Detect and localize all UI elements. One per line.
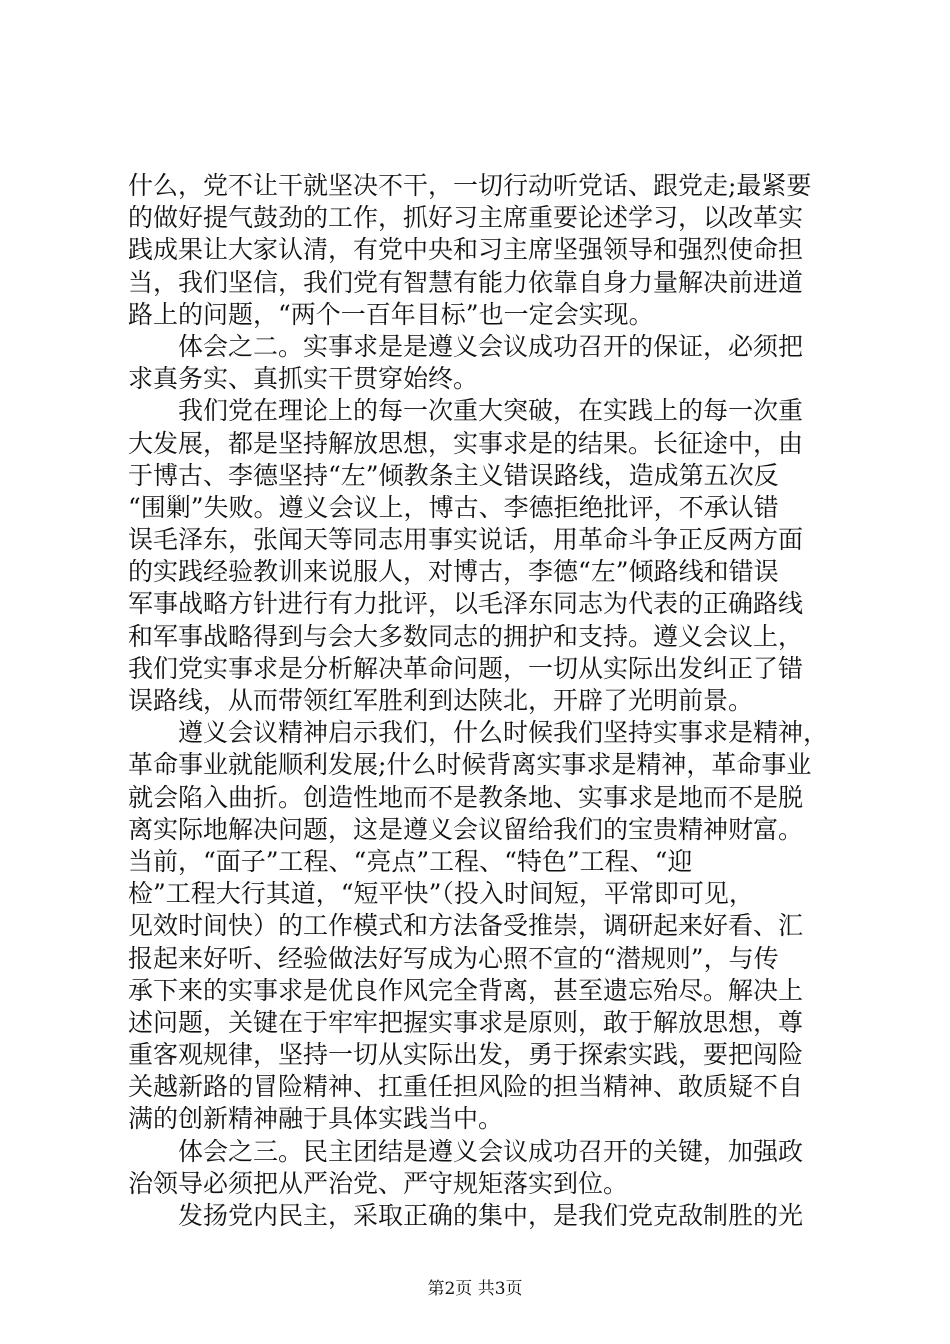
text-line: 军事战略方针进行有力批评，以毛泽东同志为代表的正确路线 [128, 589, 804, 619]
text-line: 我们党实事求是分析解决革命问题，一切从实际出发纠正了错 [128, 653, 804, 683]
text-line: 大发展，都是坚持解放思想，实事求是的结果。长征途中，由 [128, 428, 804, 458]
text-line: 重客观规律，坚持一切从实际出发，勇于探索实践，要把闯险 [128, 1040, 804, 1070]
text-line: 的实践经验教训来说服人，对博古，李德“左”倾路线和错误 [128, 557, 779, 587]
text-line: 就会陷入曲折。创造性地而不是教条地、实事求是地而不是脱 [128, 782, 804, 812]
text-line: 和军事战略得到与会大多数同志的拥护和支持。遵义会议上， [128, 621, 804, 651]
body-text [128, 170, 848, 1232]
text-line: 发扬党内民主，采取正确的集中，是我们党克敌制胜的光 [128, 1201, 804, 1230]
text-line: 满的创新精神融于具体实践当中。 [128, 1104, 504, 1134]
text-line: 检”工程大行其道，“短平快”（投入时间短，平常即可见， [128, 879, 754, 909]
text-line: 的做好提气鼓劲的工作，抓好习主席重要论述学习，以改革实 [128, 203, 804, 233]
text-line: 体会之三。民主团结是遵义会议成功召开的关键，加强政 [128, 1136, 804, 1166]
text-line: “围剿”失败。遵义会议上，博古、李德拒绝批评，不承认错 [128, 492, 779, 522]
text-line: 我们党在理论上的每一次重大突破，在实践上的每一次重 [128, 396, 804, 426]
text-line: 求真务实、真抓实干贯穿始终。 [128, 364, 479, 394]
text-line: 关越新路的冒险精神、扛重任担风险的担当精神、敢质疑不自 [128, 1072, 804, 1102]
text-line: 于博古、李德坚持“左”倾教条主义错误路线，造成第五次反 [128, 460, 779, 490]
text-line: 见效时间快）的工作模式和方法备受推崇，调研起来好看、汇 [128, 911, 804, 941]
text-line: 误毛泽东，张闻天等同志用事实说话，用革命斗争正反两方面 [128, 525, 804, 555]
text-line: 述问题，关键在于牢牢把握实事求是原则，敢于解放思想，尊 [128, 1007, 804, 1037]
text-line: 误路线，从而带领红军胜利到达陕北，开辟了光明前景。 [128, 686, 754, 715]
text-line: 路上的问题，“两个一百年目标”也一定会实现。 [128, 299, 654, 329]
text-line: 报起来好听、经验做法好写成为心照不宣的“潜规则”，与传 [128, 943, 779, 973]
text-line: 当前，“面子”工程、“亮点”工程、“特色”工程、“迎 [128, 846, 693, 876]
page-footer [0, 1274, 950, 1299]
text-line: 当，我们坚信，我们党有智慧有能力依靠自身力量解决前进道 [128, 267, 804, 297]
text-line: 离实际地解决问题，这是遵义会议留给我们的宝贵精神财富。 [128, 814, 804, 844]
text-line: 革命事业就能顺利发展;什么时候背离实事求是精神，革命事业 [128, 750, 812, 780]
text-line: 承下来的实事求是优良作风完全背离，甚至遗忘殆尽。解决上 [128, 975, 804, 1005]
text-line: 治领导必须把从严治党、严守规矩落实到位。 [128, 1168, 629, 1198]
text-line: 践成果让大家认清，有党中央和习主席坚强领导和强烈使命担 [128, 235, 804, 265]
page-number-label: 第2页 共3页 [427, 1279, 523, 1299]
text-line: 体会之二。实事求是是遵义会议成功召开的保证，必须把 [128, 331, 804, 361]
text-line: 什么，党不让干就坚决不干，一切行动听党话、跟党走;最紧要 [128, 171, 812, 200]
text-line: 遵义会议精神启示我们，什么时候我们坚持实事求是精神， [128, 718, 829, 748]
